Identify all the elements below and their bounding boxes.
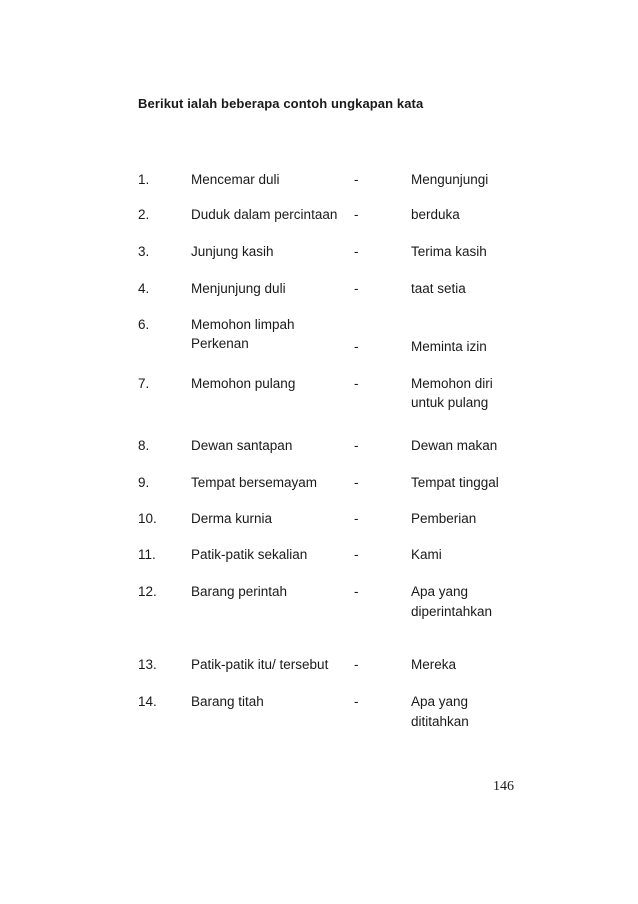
separator-dash: -: [354, 657, 359, 672]
expression-meaning: [411, 244, 487, 259]
term-line: Menjunjung duli: [191, 281, 286, 296]
term-line: Patik-patik sekalian: [191, 547, 308, 562]
expression-meaning: [411, 547, 442, 562]
term-line: Duduk dalam percintaan: [191, 207, 338, 222]
meaning-line: Kami: [411, 547, 442, 562]
expression-meaning: [411, 694, 469, 729]
expression-term: [191, 317, 295, 351]
meaning-line: Memohon diri: [411, 376, 493, 391]
term-line: Memohon limpah: [191, 317, 295, 332]
separator-dash: -: [354, 475, 359, 490]
meaning-line: untuk pulang: [411, 395, 489, 410]
meaning-line: Apa yang: [411, 694, 469, 709]
term-line: Perkenan: [191, 336, 249, 351]
expression-term: [191, 694, 264, 709]
meaning-line: Mengunjungi: [411, 172, 489, 187]
meaning-line: Meminta izin: [411, 339, 487, 354]
expression-term: [191, 584, 287, 599]
item-number: 6.: [138, 317, 150, 332]
term-line: Tempat bersemayam: [191, 475, 318, 490]
expression-term: [191, 376, 295, 391]
expression-meaning: [411, 438, 497, 453]
expression-term: [191, 547, 307, 562]
meaning-line: Pemberian: [411, 511, 477, 526]
expression-meaning: [411, 376, 493, 410]
expression-meaning: [411, 207, 460, 222]
meaning-line: dititahkan: [411, 714, 469, 729]
meaning-line: Terima kasih: [411, 244, 487, 259]
expression-term: [191, 511, 272, 526]
separator-dash: -: [354, 207, 359, 222]
meaning-line: diperintahkan: [411, 604, 493, 619]
item-number: 1.: [138, 172, 150, 187]
item-number: 10.: [138, 511, 157, 526]
page-number: 146: [493, 779, 514, 794]
separator-dash: -: [354, 511, 359, 526]
expression-meaning: [411, 172, 488, 187]
item-number: 7.: [138, 376, 150, 391]
term-line: Barang perintah: [191, 584, 288, 599]
item-number: 2.: [138, 207, 150, 222]
separator-dash: -: [354, 339, 359, 354]
meaning-line: taat setia: [411, 281, 466, 296]
expression-term: [191, 475, 317, 490]
separator-dash: -: [354, 694, 359, 709]
expression-meaning: [411, 475, 499, 490]
separator-dash: -: [354, 584, 359, 599]
expression-meaning: [411, 584, 492, 619]
meaning-line: Apa yang: [411, 584, 469, 599]
term-line: Dewan santapan: [191, 438, 293, 453]
separator-dash: -: [354, 376, 359, 391]
item-number: 13.: [138, 657, 157, 672]
page-heading: Berikut ialah beberapa contoh ungkapan kata: [138, 96, 424, 111]
item-number: 14.: [138, 694, 157, 709]
meaning-line: berduka: [411, 207, 460, 222]
separator-dash: -: [354, 281, 359, 296]
term-line: Patik-patik itu/ tersebut: [191, 657, 329, 672]
term-line: Memohon pulang: [191, 376, 296, 391]
item-number: 11.: [138, 547, 156, 562]
expression-term: [191, 438, 292, 453]
item-number: 4.: [138, 281, 150, 296]
term-line: Derma kurnia: [191, 511, 273, 526]
separator-dash: -: [354, 438, 359, 453]
expression-term: [191, 244, 274, 259]
expression-term: [191, 207, 337, 222]
meaning-line: Dewan makan: [411, 438, 498, 453]
term-line: Mencemar duli: [191, 172, 280, 187]
separator-dash: -: [354, 172, 359, 187]
item-number: 12.: [138, 584, 157, 599]
item-number: 9.: [138, 475, 150, 490]
separator-dash: -: [354, 244, 359, 259]
expression-term: [191, 172, 280, 187]
expression-term: [191, 281, 286, 296]
item-number: 3.: [138, 244, 150, 259]
meaning-line: Tempat tinggal: [411, 475, 499, 490]
meaning-line: Mereka: [411, 657, 457, 672]
item-number: 8.: [138, 438, 150, 453]
expression-term: [191, 657, 328, 672]
term-line: Barang titah: [191, 694, 264, 709]
expression-meaning: [411, 281, 466, 296]
term-line: Junjung kasih: [191, 244, 274, 259]
expression-meaning: [411, 339, 487, 354]
expression-meaning: [411, 511, 476, 526]
separator-dash: -: [354, 547, 359, 562]
expression-meaning: [411, 657, 456, 672]
